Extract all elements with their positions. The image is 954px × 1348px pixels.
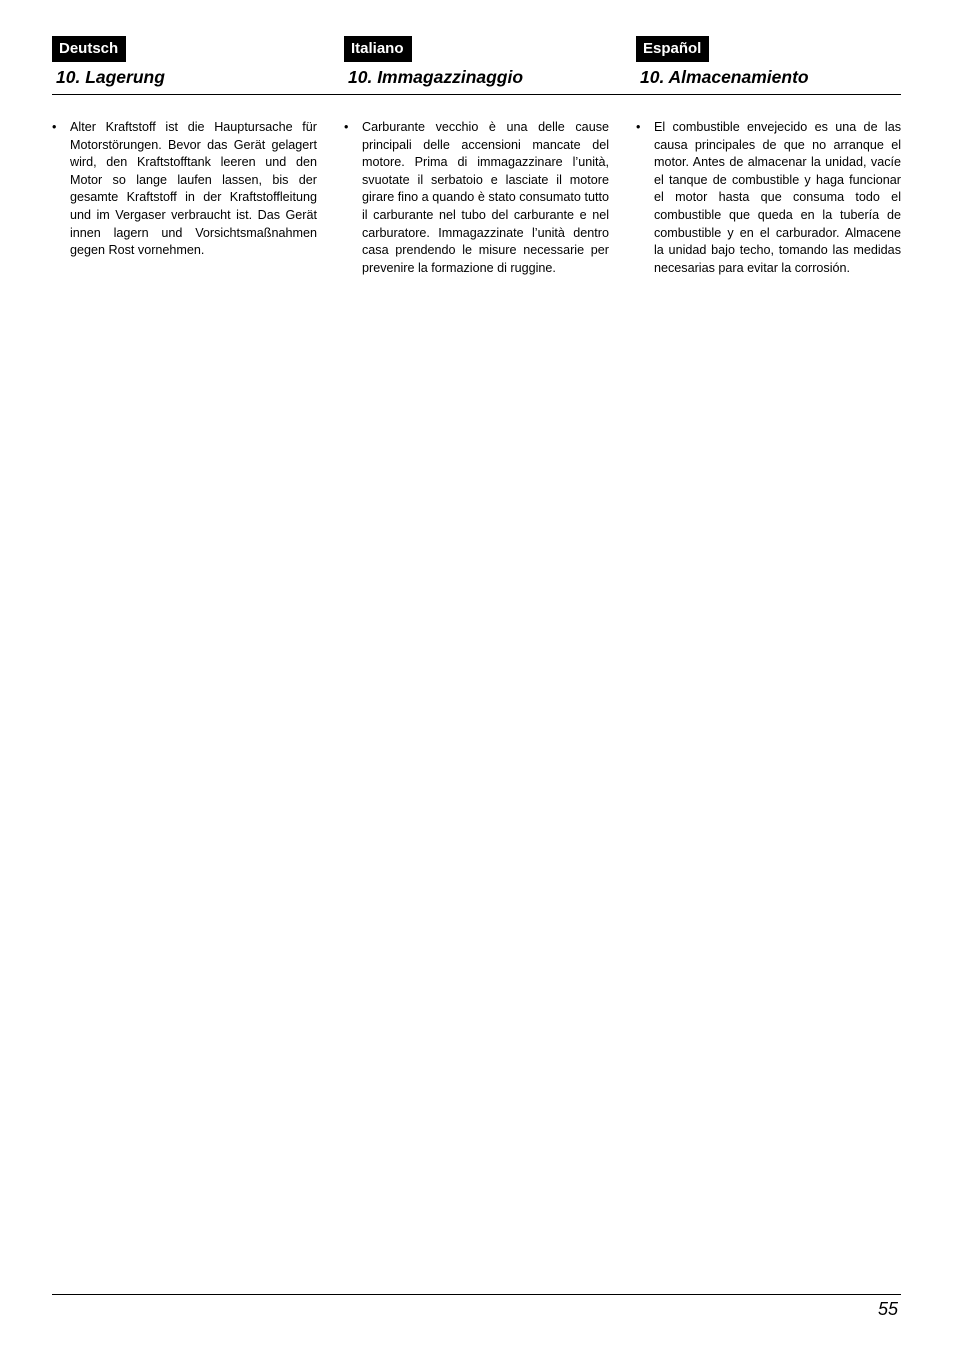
paragraph-deutsch: Alter Kraftstoff ist die Hauptursache für Motorstörungen. Bevor das Gerät gelagert wird, den Kraftstofftank leeren und den Motor so lange laufen lassen, bis der gesamte Kraftstoff in der Kraftstoffleitung und im Vergaser verbraucht ist. Das Gerät innen lagern und Vorsichtsmaßnahmen gegen Rost vornehmen. [70,120,317,258]
bullet-icon: • [636,120,641,134]
page-number: 55 [877,1299,898,1319]
paragraph-italiano: Carburante vecchio è una delle cause principali delle accensioni mancate del motore. Prima di immagazzinare l’unità, svuotate il serbatoio e lasciate il motore girare fino a quando è stato consumato tutto il carburante nel tubo del carburante e nel carburatore. Immagazzinate l’unità dentro casa prendendo le misure necessarie per prevenire la formazione di ruggine. [362,120,609,275]
paragraph-espanol: El combustible envejecido es una de las causa principales de que no arranque el motor. Antes de almacenar la unidad, vacíe el tanque de combustible y haga funcionar el motor hasta que consuma todo el combustible que queda en la tubería de combustible y en el carburador. Almacene la unidad bajo techo, tomando las medidas necesarias para evitar la corrosión. [654,120,901,275]
column-italiano [344,36,609,88]
bullet-item-deutsch [52,119,317,260]
column-deutsch [52,36,317,88]
bullet-icon: • [52,120,57,134]
header-divider [52,94,901,95]
section-title-italiano: 10. Immagazzinaggio [348,67,524,87]
bullet-item-italiano [344,119,609,277]
bullet-icon: • [344,120,349,134]
language-badge-espanol: Español [636,36,709,62]
bullet-item-espanol [636,119,901,277]
section-title-deutsch: 10. Lagerung [56,67,165,87]
section-title-espanol: 10. Almacenamiento [640,67,809,87]
footer-divider [52,1294,901,1295]
language-badge-italiano: Italiano [344,36,412,62]
column-espanol [636,36,901,88]
language-badge-deutsch: Deutsch [52,36,126,62]
